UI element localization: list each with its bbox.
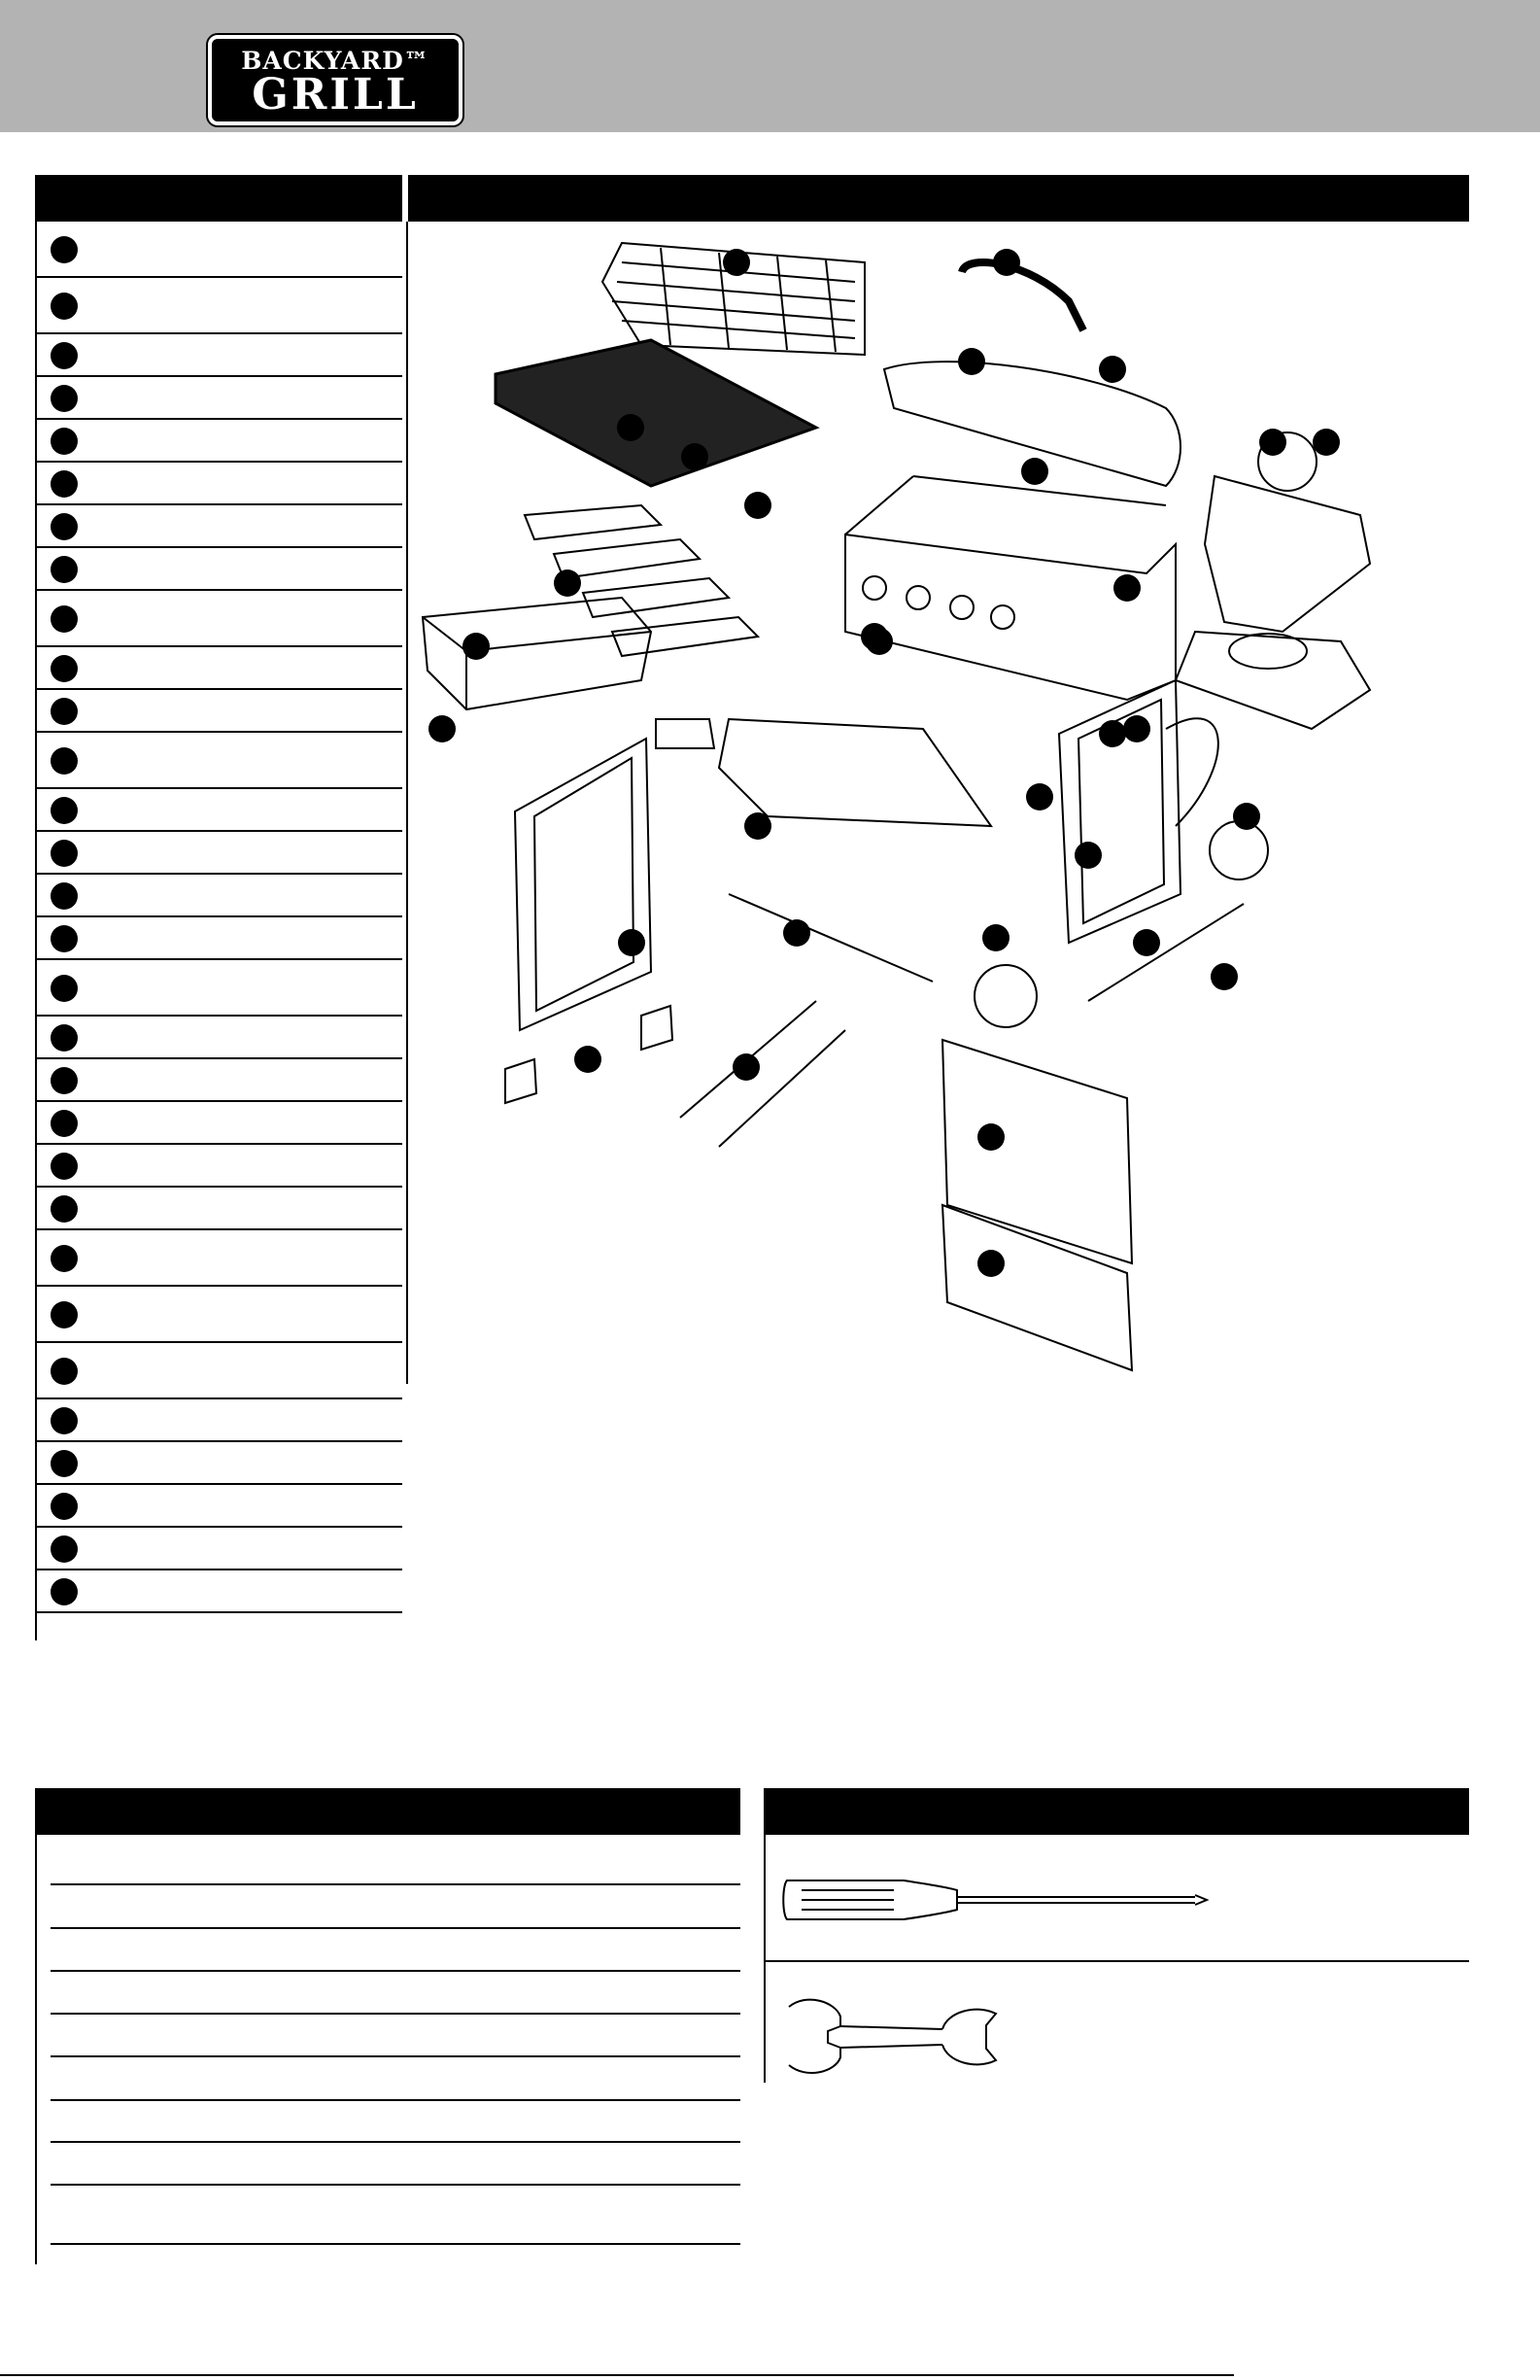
brand-banner (0, 0, 1540, 132)
diagram-callout-marker (977, 1123, 1005, 1151)
parts-list-row (35, 591, 402, 647)
part-number-marker (51, 698, 78, 725)
part-number-marker (51, 1493, 78, 1520)
hardware-list-row-rule (51, 2184, 740, 2186)
footer-code (1246, 2365, 1527, 2379)
parts-list-row (35, 960, 402, 1017)
diagram-callout-marker (681, 443, 708, 470)
part-number-marker (51, 797, 78, 824)
hardware-list-row-rule (51, 1970, 740, 1972)
diagram-callout-marker (1233, 803, 1260, 830)
wrench-icon (777, 1992, 1010, 2080)
parts-list-row (35, 1230, 402, 1287)
parts-list-row (35, 690, 402, 733)
parts-list-row (35, 222, 402, 278)
diagram-callout-marker (1021, 458, 1048, 485)
part-number-marker (51, 428, 78, 455)
parts-list-row (35, 832, 402, 875)
hardware-list-row-rule (51, 1883, 740, 1885)
part-number-marker (51, 747, 78, 775)
diagram-callout-marker (1075, 842, 1102, 869)
logo-text-bottom: GRILL (252, 70, 419, 120)
parts-list-row (35, 420, 402, 463)
parts-list-row (35, 548, 402, 591)
diagram-callout-marker (554, 569, 581, 597)
front-crossbar-drawing (729, 894, 933, 982)
lid-handle-drawing (962, 262, 1083, 330)
parts-list-row (35, 733, 402, 789)
left-wheel-drawing (975, 965, 1037, 1027)
part-number-marker (51, 975, 78, 1002)
part-number-marker (51, 1358, 78, 1385)
part-number-marker (51, 513, 78, 540)
footer-rule (0, 2374, 1234, 2376)
diagram-callout-marker (618, 929, 645, 956)
diagram-callout-marker (1099, 356, 1126, 383)
diagram-callout-marker (958, 348, 985, 375)
parts-list-row (35, 917, 402, 960)
parts-list-row (35, 1485, 402, 1528)
hardware-list-row-rule (51, 1927, 740, 1929)
part-number-marker (51, 556, 78, 583)
part-number-marker (51, 605, 78, 633)
diagram-callout-marker (462, 633, 490, 660)
parts-list-row (35, 1145, 402, 1188)
part-number-marker (51, 236, 78, 263)
part-number-marker (51, 882, 78, 910)
parts-list-row (35, 334, 402, 377)
right-wheel-drawing (1210, 821, 1268, 880)
part-number-marker (51, 1245, 78, 1272)
side-burner-drawing (1176, 432, 1370, 729)
rod-2-drawing (719, 1030, 845, 1147)
parts-list-row (35, 647, 402, 690)
diagram-callout-marker (617, 414, 644, 441)
parts-list-row (35, 463, 402, 505)
hardware-list-row-rule (51, 2055, 740, 2057)
parts-list-row (35, 1528, 402, 1570)
part-number-marker (51, 1110, 78, 1137)
part-number-marker (51, 1535, 78, 1563)
parts-diagram-header (408, 175, 1469, 222)
parts-list-row (35, 1102, 402, 1145)
parts-list-row (35, 1287, 402, 1343)
parts-list-row (35, 1017, 402, 1059)
parts-list-row (35, 1188, 402, 1230)
part-number-marker (51, 1195, 78, 1223)
part-number-marker (51, 1301, 78, 1328)
part-number-marker (51, 1450, 78, 1477)
parts-list-row (35, 1343, 402, 1399)
grill-head-drawing (845, 362, 1181, 700)
parts-list-row (35, 377, 402, 420)
grease-tray-drawing (656, 719, 991, 826)
diagram-callout-marker (1113, 574, 1141, 602)
diagram-callout-marker (993, 249, 1020, 276)
parts-list-row (35, 1442, 402, 1485)
parts-list-row (35, 875, 402, 917)
hardware-list-header (35, 1788, 740, 1835)
part-number-marker (51, 925, 78, 952)
parts-list-row (35, 789, 402, 832)
part-number-marker (51, 1024, 78, 1052)
parts-list-header (35, 175, 402, 222)
logo-text-top: BACKYARD™ (241, 47, 429, 75)
diagram-callout-marker (1259, 429, 1286, 456)
parts-list-row (35, 278, 402, 334)
part-number-marker (51, 1578, 78, 1605)
diagram-callout-marker (977, 1250, 1005, 1277)
parts-list-row (35, 505, 402, 548)
cooking-grates-drawing (496, 340, 816, 486)
tools-divider (764, 1960, 1469, 1962)
cart-door-drawing (942, 1040, 1132, 1263)
tools-header (764, 1788, 1469, 1835)
part-number-marker (51, 1067, 78, 1094)
diagram-callout-marker (982, 924, 1010, 951)
diagram-callout-marker (1211, 963, 1238, 990)
hardware-list-row-rule (51, 2013, 740, 2015)
part-number-marker (51, 470, 78, 498)
diagram-callout-marker (733, 1053, 760, 1081)
diagram-callout-marker (783, 919, 810, 947)
diagram-callout-marker (1026, 783, 1053, 811)
diagram-callout-marker (574, 1046, 601, 1073)
hose-drawing (1166, 718, 1218, 826)
exploded-grill-diagram (408, 224, 1477, 1390)
backyard-grill-logo (208, 35, 462, 125)
parts-list-row (35, 1570, 402, 1613)
diagram-callout-marker (723, 249, 750, 276)
hardware-list-left-border (35, 1835, 37, 2264)
screwdriver-icon (777, 1866, 1215, 1934)
cart-panel-drawing (942, 1205, 1132, 1370)
hardware-list-row-rule (51, 2243, 740, 2245)
hardware-list-row-rule (51, 2141, 740, 2143)
tools-left-border (764, 1835, 766, 2083)
part-number-marker (51, 1407, 78, 1434)
part-number-marker (51, 1153, 78, 1180)
diagram-callout-marker (1313, 429, 1340, 456)
hardware-list-row-rule (51, 2099, 740, 2101)
diagram-callout-marker (428, 715, 456, 742)
diagram-callout-marker (1133, 929, 1160, 956)
diagram-callout-marker (1099, 720, 1126, 747)
parts-list-row (35, 1059, 402, 1102)
right-cart-panel-drawing (1059, 680, 1181, 943)
part-number-marker (51, 655, 78, 682)
part-number-marker (51, 293, 78, 320)
part-number-marker (51, 342, 78, 369)
parts-list-row (35, 1399, 402, 1442)
diagram-callout-marker (744, 812, 771, 840)
diagram-callout-marker (1123, 715, 1150, 742)
diagram-callout-marker (744, 492, 771, 519)
part-number-marker (51, 385, 78, 412)
left-cart-panel-drawing (515, 739, 651, 1030)
part-number-marker (51, 840, 78, 867)
diagram-callout-marker (866, 628, 893, 655)
